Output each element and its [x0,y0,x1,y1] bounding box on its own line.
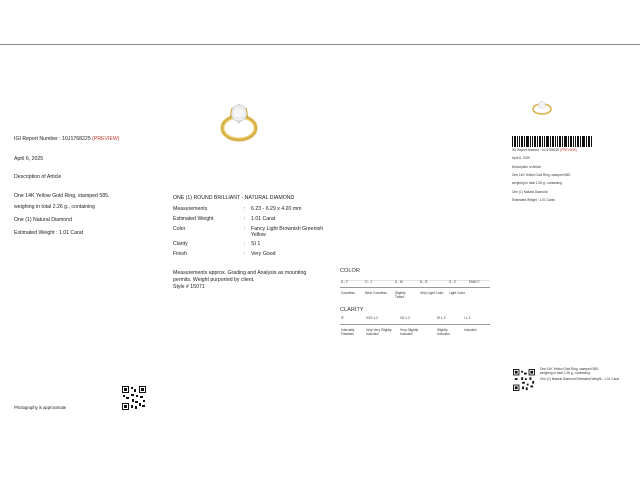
mini-description-line: One (1) Natural Diamond [512,190,548,194]
description-line: weighing in total 2.26 g., containing [14,204,96,210]
report-number-label: IGI Report Number : 10J1768225 [14,136,91,142]
row-key: Color [173,226,186,232]
barcode-icon [512,136,592,147]
clarity-range: VS 1-2 [400,316,410,320]
row-value: Fancy Light Brownish Greenish Yellow [251,226,324,239]
diamond-heading: ONE (1) ROUND BRILLIANT - NATURAL DIAMOND [173,195,295,201]
clarity-grade: Very Very Slightly Included [366,328,392,336]
description-line: Estimated Weight : 1.01 Carat [14,230,84,236]
row-value: Very Good [251,251,276,257]
mini-bottom-line: One (1) Natural Diamond Estimated Weight : 1.01 Carat [540,377,619,381]
color-scale-title: COLOR [340,268,360,274]
mini-report-number [512,149,577,153]
mini-date: April 6, 2025 [512,156,530,160]
top-divider [0,44,640,45]
row-key: Clarity [173,241,188,247]
color-grade: Light Color [449,291,465,295]
row-key: Estimated Weight [173,216,214,222]
color-scale-line [340,287,490,288]
row-colon: : [244,251,246,257]
mini-report-number-label: IGI Report Number : 10J1768225 [512,148,560,152]
mini-bottom-line: One 14K Yellow Gold Ring, stamped 585, [540,367,599,371]
clarity-grade: Very Slightly Included [400,328,419,336]
clarity-range: I 1-3 [464,316,471,320]
color-range: S - Z [449,280,456,284]
mini-preview-tag: (PREVIEW) [560,148,577,152]
description-line: One 14K Yellow Gold Ring, stamped 585, [14,193,110,199]
mini-description-line: weighing in total 2.26 g., containing [512,181,562,185]
color-grade: Colorless [341,291,355,295]
preview-tag: (PREVIEW) [92,136,120,142]
description-heading: Description of Article [14,174,62,180]
clarity-scale-line [340,324,490,325]
row-colon: : [244,206,246,212]
note-line: Style # 15071 [173,284,205,290]
note-line: permits. Weight purported by client. [173,277,255,283]
color-grade: Near Colorless [365,291,387,295]
ring-photo [218,98,260,144]
clarity-grade: Included [464,328,477,332]
clarity-grade: Internally Flawless [341,328,355,336]
row-colon: : [244,241,246,247]
clarity-grade: Slightly Included [437,328,450,336]
mini-qr-code-icon [513,369,535,391]
color-range: D - F [341,280,349,284]
mini-description-line: Estimated Weight : 1.01 Carat [512,198,555,202]
color-scale-divider [340,280,490,281]
color-grade: Very Light Color [420,291,444,295]
row-value: 6.23 - 6.29 x 4.20 mm [251,206,302,212]
clarity-range: SI 1-2 [437,316,446,320]
row-value: 1.01 Carat [251,216,276,222]
clarity-scale-title: CLARITY [340,307,364,313]
color-grade: Slightly Tinted [395,291,406,299]
row-colon: : [244,226,246,232]
clarity-range: IF [341,316,344,320]
clarity-range: VVS 1-2 [366,316,378,320]
mini-description-heading: Description of Article [512,165,542,169]
note-line: Measurements approx. Grading and Analysis as mounting [173,270,307,276]
report-number [14,136,120,142]
color-range: G - J [365,280,372,284]
color-range: N - R [420,280,428,284]
color-range: FANCY [469,280,480,284]
description-line: One (1) Natural Diamond [14,217,72,223]
row-colon: : [244,216,246,222]
photo-note: Photography is approximate [14,405,67,410]
mini-bottom-line: weighing in total 2.26 g., containing [540,371,590,375]
ring-thumbnail [531,99,553,115]
row-key: Finish [173,251,187,257]
color-range: K - M [395,280,403,284]
qr-code-icon [122,386,146,410]
mini-description-line: One 14K Yellow Gold Ring, stamped 585, [512,173,571,177]
row-value: SI 1 [251,241,261,247]
report-date: April 6, 2025 [14,156,44,162]
row-key: Measurements [173,206,208,212]
